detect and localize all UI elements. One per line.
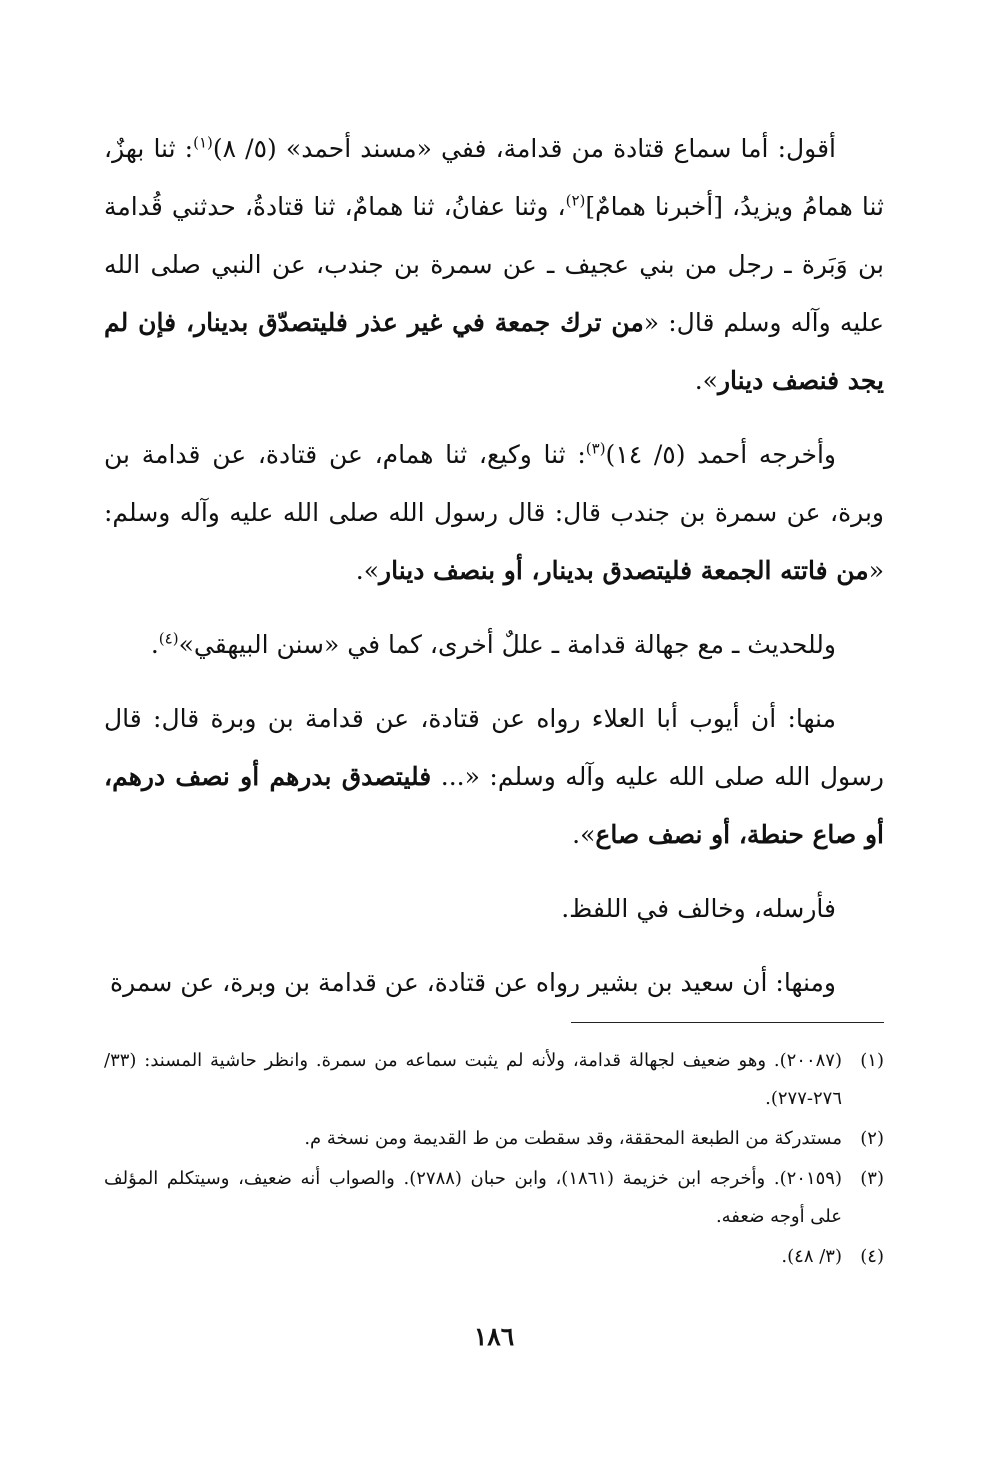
- paragraph-1: [104, 120, 884, 410]
- footnote-2: [104, 1120, 884, 1158]
- paragraph-5: فأرسله، وخالف في اللفظ.: [561, 894, 836, 923]
- paragraph-4-text-b: ».: [572, 820, 596, 849]
- paragraph-3-text-b: .: [150, 630, 159, 659]
- hadith-quote-1: من ترك جمعة في غير عذر فليتصدّق بدينار، فإن لم يجد فنصف دينار: [104, 308, 884, 395]
- hadith-quote-2: من فاتته الجمعة فليتصدق بدينار، أو بنصف دينار: [379, 556, 869, 585]
- footnote-1: [104, 1042, 884, 1118]
- footnote-4-number: (٤): [860, 1246, 884, 1267]
- footnote-4: [104, 1238, 884, 1276]
- paragraph-2: [104, 426, 884, 600]
- paragraph-1-text-d: ».: [694, 366, 718, 395]
- paragraph-1-text-a: أقول: أما سماع قتادة من قدامة، ففي «مسند أحمد» (٥/ ٨): [212, 134, 836, 163]
- paragraph-3: [104, 616, 884, 674]
- footnote-3: [104, 1160, 884, 1236]
- footnote-ref-3[interactable]: (٣): [585, 439, 606, 458]
- footnote-ref-2[interactable]: (٢): [565, 191, 586, 210]
- footnote-2-number: (٢): [860, 1128, 884, 1149]
- paragraph-2-text-c: ».: [355, 556, 379, 585]
- footnote-1-text: (٢٠٠٨٧). وهو ضعيف لجهالة قدامة، ولأنه لم يثبت سماعه من سمرة. وانظر حاشية المسند: (٣٣/ ٢٧٦-٢٧٧).: [104, 1050, 842, 1109]
- footnote-ref-1[interactable]: (١): [193, 133, 213, 152]
- paragraph-4-text-a: منها: أن أيوب أبا العلاء رواه عن قتادة، عن قدامة بن وبرة قال: قال رسول الله صلى الله عليه وآله وسلم: «...: [104, 704, 884, 791]
- footnote-separator: [571, 1022, 884, 1023]
- hadith-quote-3: فليتصدق بدرهم أو نصف درهم، أو صاع حنطة، أو نصف صاع: [104, 762, 884, 849]
- footnote-2-text: مستدركة من الطبعة المحققة، وقد سقطت من ط القديمة ومن نسخة م.: [304, 1128, 842, 1149]
- main-text: [104, 120, 884, 1028]
- footnote-3-number: (٣): [860, 1168, 884, 1189]
- paragraph-3-text-a: وللحديث ـ مع جهالة قدامة ـ عللٌ أخرى، كما في «سنن البيهقي»: [178, 630, 836, 659]
- paragraph-1-text-b: : ثنا بهزٌ، ثنا همامُ ويزيدُ، [أخبرنا همامٌ]: [104, 134, 884, 221]
- paragraph-2-text-b: : ثنا وكيع، ثنا همام، عن قتادة، عن قدامة بن وبرة، عن سمرة بن جندب قال: قال رسول الله صلى الله عليه وآله وسلم: «: [104, 440, 884, 585]
- footnote-ref-4[interactable]: (٤): [158, 629, 179, 648]
- footnote-4-text: (٣/ ٤٨).: [781, 1246, 842, 1267]
- footnote-1-number: (١): [860, 1050, 884, 1071]
- paragraph-1-text-c: ، وثنا عفانُ، ثنا همامٌ، ثنا قتادةُ، حدثني قُدامة بن وَبَرة ـ رجل من بني عجيف ـ عن سمرة بن جندب، عن النبي صلى الله عليه وآله وسلم قال: «: [104, 192, 884, 337]
- footnote-3-text: (٢٠١٥٩). وأخرجه ابن خزيمة (١٨٦١)، وابن حبان (٢٧٨٨). والصواب أنه ضعيف، وسيتكلم المؤلف على أوجه ضعفه.: [104, 1168, 842, 1227]
- paragraph-4: [104, 690, 884, 864]
- page-number: ١٨٦: [473, 1322, 515, 1351]
- paragraph-6: ومنها: أن سعيد بن بشير رواه عن قتادة، عن قدامة بن وبرة، عن سمرة: [110, 968, 836, 997]
- paragraph-2-text-a: وأخرجه أحمد (٥/ ١٤): [605, 440, 836, 469]
- footnotes: [104, 1042, 884, 1278]
